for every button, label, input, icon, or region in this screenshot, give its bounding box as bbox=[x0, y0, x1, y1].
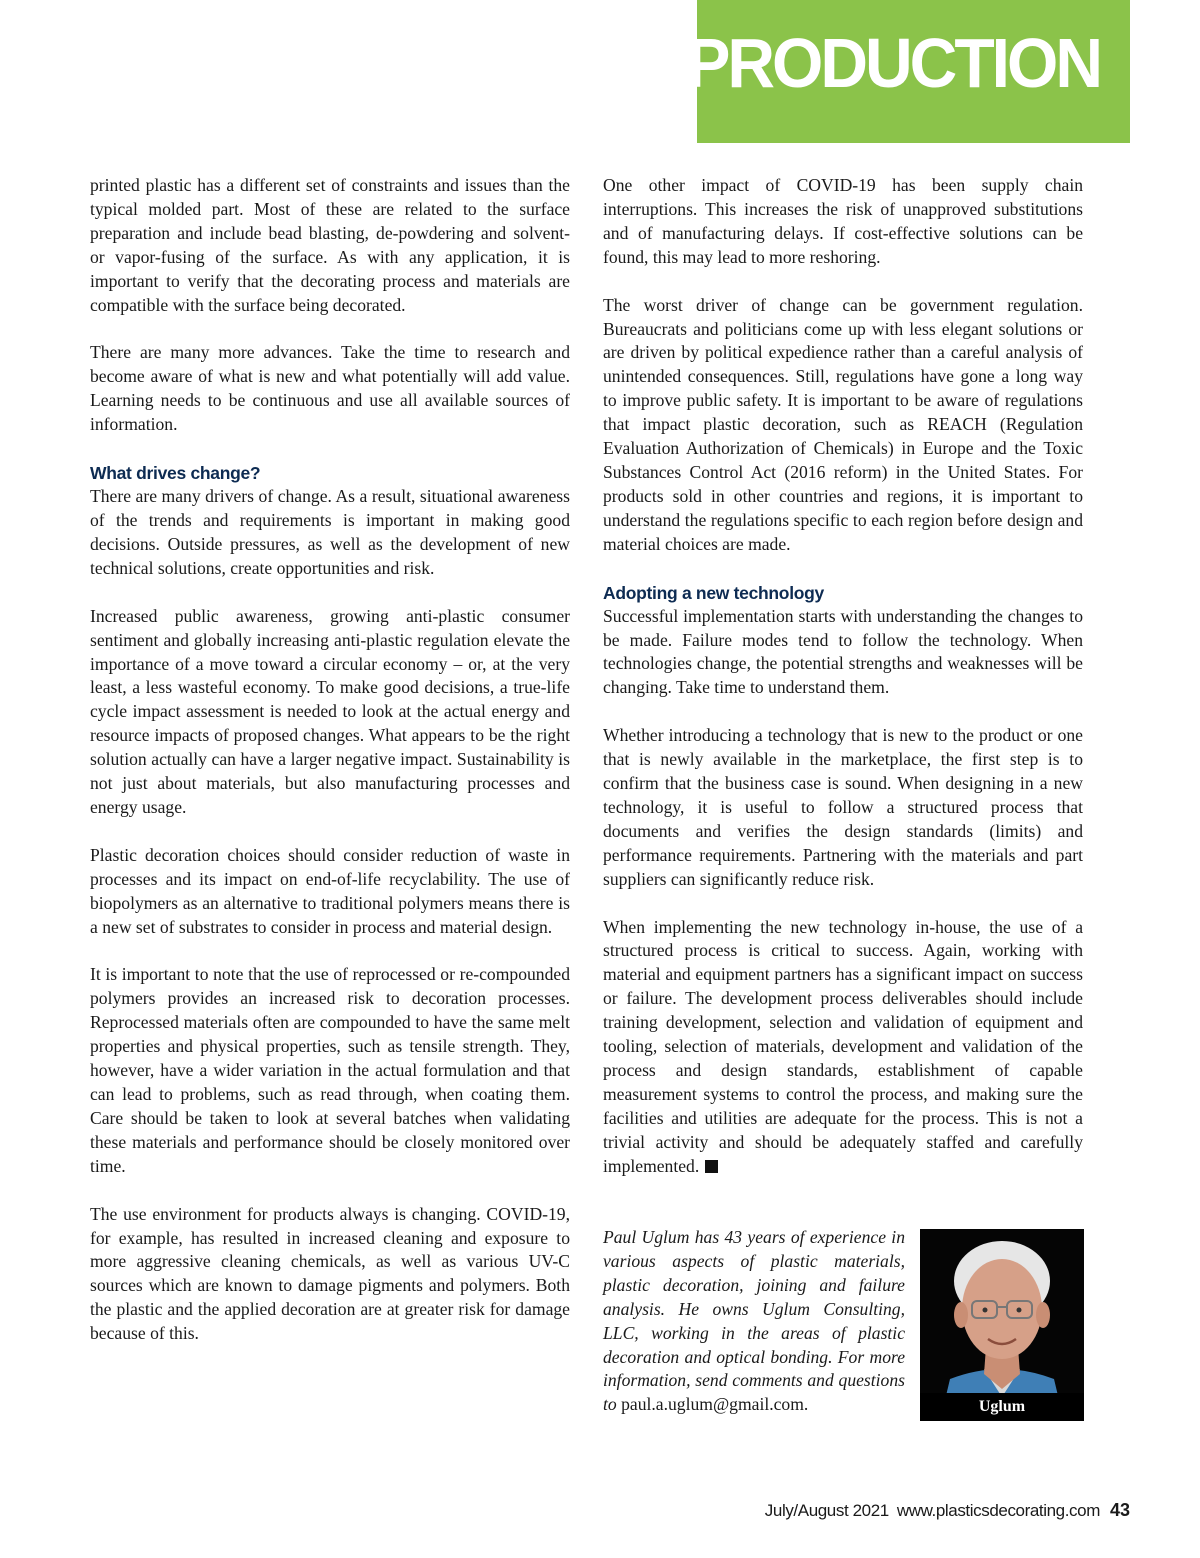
page-footer bbox=[765, 1500, 1130, 1521]
section-title: PRODUCTION bbox=[686, 24, 1100, 102]
paragraph: Plastic decoration choices should consider reduction of waste in processes and its impact on end-of-life recyclability. The use of biopolymers as an alternative to traditional polymers means there is a new set of substrates to consider in process and material design. bbox=[90, 844, 570, 937]
paragraph-final bbox=[603, 916, 1083, 1179]
continued-from-page[interactable]: p. 40 bbox=[645, 61, 675, 124]
paragraph: The use environment for products always is changing. COVID-19, for example, has resulted in increased cleaning and exposure to more aggressive cleaning chemicals, as well as various UV-C sources which are known to damage pigments and polymers. Both the plastic and the applied decoration are at greater risk for damage because of this. bbox=[90, 1203, 570, 1344]
paragraph: printed plastic has a different set of constraints and issues than the typical molded part. Most of these are related to the surface preparation and include bead blasting, de-powdering and solvent- or vapor-fusing of the surface. As with any application, it is important to verify that the decorating process and materials are compatible with the surface being decorated. bbox=[90, 175, 570, 315]
paragraph: One other impact of COVID-19 has been supply chain interruptions. This increases the risk of unapproved substitutions and of manufacturing delays. If cost-effective solutions can be found, this may lead to more reshoring. bbox=[603, 175, 1083, 267]
end-of-article-square-icon bbox=[705, 1160, 718, 1173]
left-column bbox=[90, 174, 570, 1370]
paragraph: The worst driver of change can be government regulation. Bureaucrats and politicians come up with less elegant solutions or are driven by political expedience rather than a careful analysis of unintended consequences. Still, regulations have gone a long way to improve public safety. It is important to be aware of regulations that impact plastic decoration, such as REACH (Regulation Evaluation Authorization of Chemicals) in Europe and the Toxic Substances Control Act (2016 reform) in the United States. For products sold in other countries and regions, it is important to understand the regulations specific to each region before design and material choices are made. bbox=[603, 294, 1083, 554]
author-photo bbox=[920, 1229, 1084, 1421]
section-banner bbox=[620, 0, 1130, 143]
paragraph: Increased public awareness, growing anti-plastic consumer sentiment and globally increasing anti-plastic regulation elevate the importance of a move toward a circular economy – or, at the very least, a less wasteful economy. To make good decisions, a true-life cycle impact assessment is needed to look at the actual energy and resource impacts of proposed changes. What appears to be the right solution actually can have a larger negative impact. Sustainability is not just about materials, but also manufacturing processes and energy usage. bbox=[90, 605, 570, 817]
photo-caption: Uglum bbox=[920, 1393, 1084, 1421]
right-column bbox=[603, 174, 1083, 1203]
left-arrow-icon[interactable]: ◀ bbox=[620, 62, 639, 92]
paragraph: Whether introducing a technology that is new to the product or one that is newly available in the marketplace, the first step is to confirm that the business case is sound. When designing in a new technology, it is useful to follow a structured process that documents and verifies the design standards (limits) and performance requirements. Partnering with the materials and part suppliers can significantly reduce risk. bbox=[603, 725, 1083, 889]
paragraph-text: When implementing the new technology in-house, the use of a structured process is critical to success. Again, working with material and equipment partners has a significant impact on success or failure. The development process deliverables should include training development, selection and validation of equipment and tooling, selection of materials, development and validation of the process and design standards, establishment of capable measurement systems to control the process, and making sure the facilities and utilities are adequate for the process. This is not a trivial activity and should be adequately staffed and carefully implemented. bbox=[603, 916, 1083, 1176]
page-number: 43 bbox=[1109, 1500, 1130, 1520]
paragraph: There are many more advances. Take the time to research and become aware of what is new and what potentially will add value. Learning needs to be continuous and use all available sources of information. bbox=[90, 342, 570, 435]
issue-date: July/August 2021 bbox=[764, 1501, 889, 1520]
author-email-link[interactable]: paul.a.uglum@gmail.com. bbox=[621, 1394, 809, 1415]
paragraph: Successful implementation starts with understanding the changes to be made. Failure modes tend to follow the technology. When technologies change, the potential strengths and weaknesses will be changing. Take time to understand them. bbox=[603, 605, 1083, 698]
paragraph: There are many drivers of change. As a result, situational awareness of the trends and requirements is important in making good decisions. Outside pressures, as well as the development of new technical solutions, create opportunities and risk. bbox=[90, 486, 570, 578]
subheading-adopting-technology: Adopting a new technology bbox=[603, 582, 824, 603]
subheading-what-drives-change: What drives change? bbox=[90, 463, 261, 484]
paragraph: It is important to note that the use of reprocessed or re-compounded polymers provides an increased risk to decoration processes. Reprocessed materials often are compounded to have the same melt properties and physical properties, such as tensile strength. They, however, have a wider variation in the actual formulation and that can lead to problems, such as read through, when coating them. Care should be taken to look at several batches when validating these materials and performance should be closely monitored over time. bbox=[90, 964, 570, 1176]
website-link[interactable]: www.plasticsdecorating.com bbox=[896, 1501, 1100, 1520]
bio-text: Paul Uglum has 43 years of experience in various aspects of plastic materials, plastic decoration, joining and failure analysis. He owns Uglum Consulting, LLC, working in the areas of plastic decoration and optical bonding. For more information, send comments and questions to bbox=[603, 1227, 905, 1415]
banner-content bbox=[619, 24, 1100, 125]
author-bio bbox=[603, 1226, 905, 1417]
